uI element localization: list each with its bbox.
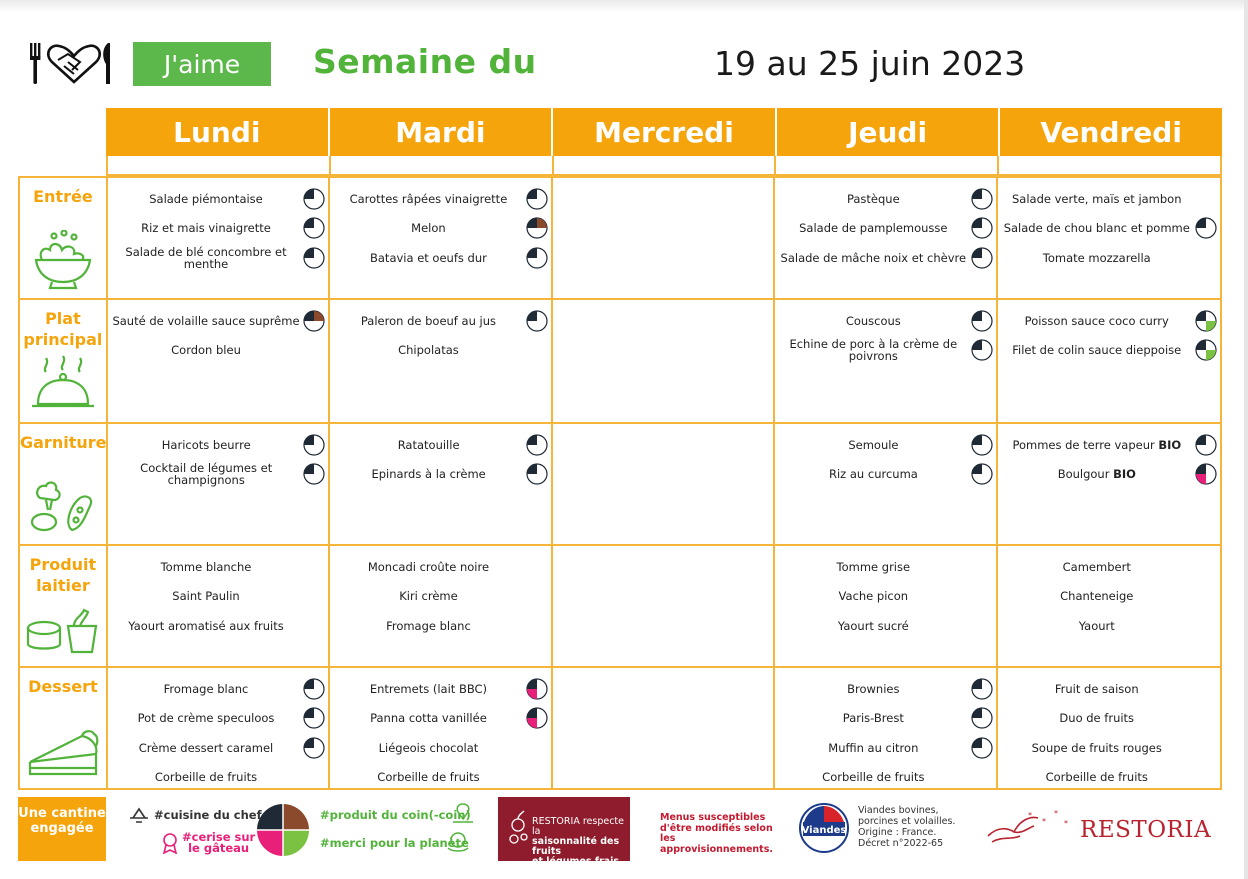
- viandes-line3: Origine : France.: [858, 827, 937, 838]
- menu-item-label: Corbeille de fruits: [377, 770, 480, 785]
- menu-item-label: Haricots beurre: [161, 437, 251, 452]
- viandes-badge-label: Viandes: [801, 825, 847, 836]
- menu-item: [775, 763, 995, 793]
- menu-item-label: Cocktail de légumes et champignons: [140, 461, 273, 488]
- category-label: Produit laitier: [29, 555, 97, 595]
- week-dates: 19 au 25 juin 2023: [714, 44, 1026, 83]
- cantine-engagee-badge: Une cantine engagée: [18, 797, 106, 861]
- menu-item-label: Pot de crème speculoos: [137, 711, 275, 726]
- menu-item-label: Batavia et oeufs dur: [370, 250, 487, 265]
- category-plat: [20, 300, 108, 422]
- menu-item-label: Chipolatas: [398, 343, 459, 358]
- menu-item: [108, 552, 328, 582]
- menu-item: [775, 582, 995, 612]
- cell: [330, 668, 552, 790]
- category-label: Garniture: [20, 433, 107, 452]
- menu-item-label: Pommes de terre vapeur BIO: [1012, 437, 1182, 452]
- menu-item-label: Riz et mais vinaigrette: [141, 221, 271, 236]
- viandes-francaises-badge: [798, 802, 850, 854]
- menu-item-label: Corbeille de fruits: [1045, 770, 1148, 785]
- chef-hat-icon: [128, 806, 150, 824]
- svg-text:*: *: [1042, 817, 1046, 826]
- cake-slice-icon: [24, 722, 102, 782]
- cloche-icon: [24, 354, 102, 414]
- menu-item-label: Boulgour BIO: [1057, 467, 1136, 482]
- saison-line3-bold: et légumes frais: [532, 856, 619, 867]
- quality-chef-icon: [971, 247, 993, 269]
- menu-item-label: Tomme grise: [836, 559, 911, 574]
- cell: [998, 424, 1220, 544]
- menu-item-label: Salade piémontaise: [149, 191, 263, 206]
- menu-item: [108, 430, 328, 460]
- viandes-origine-note: [858, 805, 968, 849]
- cell: [775, 668, 997, 790]
- menu-item: [330, 552, 550, 582]
- cheese-yogurt-icon: [24, 598, 102, 658]
- menu-item: [330, 430, 550, 460]
- legend-merci-planete: #merci pour la planète: [320, 836, 469, 850]
- quality-planete-icon: [1195, 339, 1217, 361]
- legend-cuisine-chef: #cuisine du chef: [154, 808, 262, 822]
- menu-item: [330, 704, 550, 734]
- quality-chef-icon: [526, 188, 548, 210]
- saisonnalite-banner: [498, 797, 630, 867]
- menu-item-label: Chanteneige: [1060, 589, 1134, 604]
- quality-chef-icon: [526, 463, 548, 485]
- week-title: Semaine du: [313, 42, 537, 81]
- category-laitier: [20, 546, 108, 666]
- category-label: Entrée: [33, 187, 93, 206]
- viandes-line1: Viandes bovines,: [858, 805, 939, 816]
- menu-item-label: Couscous: [845, 313, 901, 328]
- menu-item: [108, 243, 328, 273]
- menu-item-label: Kiri crème: [399, 589, 458, 604]
- category-label: Dessert: [28, 677, 98, 696]
- menu-item: [108, 763, 328, 793]
- quality-legend: [124, 798, 484, 860]
- menu-item: [108, 460, 328, 490]
- cell: [108, 300, 330, 422]
- menu-item: [775, 430, 995, 460]
- quality-chef-icon: [303, 737, 325, 759]
- cell: [330, 546, 552, 666]
- menu-item: [108, 674, 328, 704]
- row-plat: [20, 298, 1220, 422]
- menu-item: [775, 184, 995, 214]
- menu-item-label: Yaourt: [1078, 618, 1115, 633]
- day-mardi: Mardi: [330, 108, 554, 156]
- jaime-tag: J'aime: [133, 42, 271, 86]
- quality-chef-icon: [303, 247, 325, 269]
- menu-item-label: Vache picon: [838, 589, 909, 604]
- menu-item: [330, 460, 550, 490]
- cell: [998, 178, 1220, 298]
- cell: [108, 178, 330, 298]
- quality-cerise-icon: [1195, 463, 1217, 485]
- row-entree: [20, 176, 1220, 298]
- quality-chef-icon: [971, 310, 993, 332]
- cell: [108, 424, 330, 544]
- menu-item: [998, 460, 1220, 490]
- quality-coin-icon: [526, 217, 548, 239]
- menu-item: [108, 184, 328, 214]
- cell: [998, 546, 1220, 666]
- menu-item: [998, 306, 1220, 336]
- menu-item-label: Cordon bleu: [171, 343, 241, 358]
- category-entree: [20, 178, 108, 298]
- menu-item-label: Corbeille de fruits: [822, 770, 925, 785]
- menu-item-label: Entremets (lait BBC): [369, 681, 488, 696]
- menu-item-label: Ratatouille: [397, 437, 460, 452]
- quality-chef-icon: [526, 247, 548, 269]
- menu-item: [775, 552, 995, 582]
- quality-chef-icon: [303, 188, 325, 210]
- menu-item: [998, 430, 1220, 460]
- menu-item: [998, 763, 1220, 793]
- menu-item-label: Sauté de volaille sauce suprême: [112, 313, 300, 328]
- quality-chef-icon: [971, 707, 993, 729]
- menus-line2: d'être modifiés selon les: [660, 822, 773, 844]
- svg-text:*: *: [1064, 819, 1068, 828]
- menu-item-label: Salade de blé concombre et menthe: [125, 244, 287, 271]
- quality-chef-icon: [303, 463, 325, 485]
- menu-item: [998, 552, 1220, 582]
- menu-item: [998, 243, 1220, 273]
- restoria-bird-logo: [984, 806, 1080, 854]
- menu-item: [998, 704, 1220, 734]
- menus-line1: Menus susceptibles: [660, 812, 766, 823]
- menu-item: [775, 460, 995, 490]
- menu-item: [330, 336, 550, 366]
- day-jeudi: Jeudi: [777, 108, 1001, 156]
- fork-heart-knife-icon: [28, 40, 120, 86]
- menu-item: [775, 336, 995, 366]
- menu-item-label: Tomme blanche: [160, 559, 252, 574]
- cell: [553, 300, 775, 422]
- menu-item-label: Riz au curcuma: [829, 467, 918, 482]
- quality-chef-icon: [971, 463, 993, 485]
- menu-item-label: Yaourt sucré: [837, 618, 909, 633]
- menu-item-label: Paleron de boeuf au jus: [360, 313, 496, 328]
- svg-text:*: *: [1054, 809, 1058, 818]
- menu-item-label: Fruit de saison: [1054, 681, 1139, 696]
- menu-item-label: Salade verte, maïs et jambon: [1011, 191, 1182, 206]
- menu-item: [330, 611, 550, 641]
- menu-item: [998, 582, 1220, 612]
- menu-item: [998, 336, 1220, 366]
- menu-item-label: Salade de pamplemousse: [799, 221, 948, 236]
- menus-line3: approvisionnements.: [660, 843, 773, 855]
- menu-item-label: Corbeille de fruits: [154, 770, 258, 785]
- menu-item: [775, 674, 995, 704]
- legend-cerise-line1: #cerise sur: [182, 830, 256, 844]
- cell: [108, 546, 330, 666]
- menu-item: [330, 306, 550, 336]
- quality-cerise-icon: [526, 707, 548, 729]
- menu-item: [330, 184, 550, 214]
- menu-item: [998, 214, 1220, 244]
- quality-chef-icon: [303, 678, 325, 700]
- cell: [553, 178, 775, 298]
- menu-item-label: Salade de mâche noix et chèvre: [780, 250, 967, 265]
- location-pin-icon: [450, 802, 476, 826]
- menu-item-label: Saint Paulin: [172, 589, 240, 604]
- menu-item: [108, 704, 328, 734]
- menu-item-label: Moncadi croûte noire: [367, 559, 490, 574]
- salad-bowl-icon: [24, 230, 102, 290]
- fruits-sketch-icon: [506, 807, 530, 847]
- menu-item-label: Salade de chou blanc et pomme: [1003, 221, 1190, 236]
- quality-chef-icon: [526, 434, 548, 456]
- menu-item-label: Brownies: [847, 681, 900, 696]
- category-dessert: [20, 668, 108, 790]
- cell: [775, 300, 997, 422]
- quality-chef-icon: [971, 217, 993, 239]
- menu-item-label: Duo de fruits: [1059, 711, 1135, 726]
- menu-item-label: Fromage blanc: [386, 618, 471, 633]
- cell: [998, 668, 1220, 790]
- vegetables-icon: [24, 476, 102, 536]
- menus-modifiables-note: [660, 813, 778, 855]
- menu-item-label: Poisson sauce coco curry: [1024, 313, 1169, 328]
- menu-item: [775, 611, 995, 641]
- bio-label: BIO: [1113, 467, 1136, 482]
- cell: [330, 300, 552, 422]
- menu-item-label: Melon: [411, 221, 446, 236]
- cell: [553, 424, 775, 544]
- menu-item: [330, 674, 550, 704]
- cell: [998, 300, 1220, 422]
- day-mercredi: Mercredi: [553, 108, 777, 156]
- saison-line2: [532, 837, 626, 857]
- legend-produit-coin: #produit du coin(-coin): [320, 808, 471, 822]
- menu-item: [108, 733, 328, 763]
- menu-item: [775, 214, 995, 244]
- cell: [330, 424, 552, 544]
- menu-item: [108, 582, 328, 612]
- menu-item-label: Carottes râpées vinaigrette: [349, 191, 508, 206]
- saison-line2-bold: saisonnalité des fruits: [532, 836, 620, 857]
- quality-chef-icon: [1195, 434, 1217, 456]
- bio-label: BIO: [1158, 437, 1182, 452]
- quality-chef-icon: [303, 434, 325, 456]
- menu-item: [108, 336, 328, 366]
- menu-item: [330, 733, 550, 763]
- category-garniture: [20, 424, 108, 544]
- menu-item: [330, 214, 550, 244]
- menu-grid: [18, 176, 1222, 790]
- cell: [775, 546, 997, 666]
- quality-chef-icon: [971, 737, 993, 759]
- menu-item: [108, 611, 328, 641]
- cell: [775, 424, 997, 544]
- menu-item-label: Pastèque: [846, 191, 900, 206]
- menu-item-label: Crème dessert caramel: [138, 740, 274, 755]
- menu-item-label: Epinards à la crème: [371, 467, 486, 482]
- quality-chef-icon: [303, 217, 325, 239]
- cell: [553, 668, 775, 790]
- menu-item: [775, 306, 995, 336]
- menu-item: [998, 674, 1220, 704]
- legend-cerise: [182, 832, 255, 854]
- svg-text:*: *: [1028, 811, 1032, 820]
- menu-item-label: Paris-Brest: [842, 711, 904, 726]
- cell: [108, 668, 330, 790]
- menu-item: [108, 214, 328, 244]
- day-vendredi: Vendredi: [1000, 108, 1222, 156]
- row-garniture: [20, 422, 1220, 544]
- planet-hands-icon: [446, 830, 470, 854]
- viandes-line2: porcines et volailles.: [858, 816, 956, 827]
- menu-item: [775, 733, 995, 763]
- day-lundi: Lundi: [106, 108, 330, 156]
- day-spacer-row: [106, 156, 1222, 176]
- menu-item: [998, 184, 1220, 214]
- menu-item-label: Camembert: [1062, 559, 1131, 574]
- menu-item-label: Liégeois chocolat: [378, 740, 479, 755]
- saison-line1: RESTORIA respecte la: [532, 816, 624, 837]
- row-dessert: [20, 666, 1220, 790]
- menu-item: [998, 733, 1220, 763]
- menu-item: [775, 243, 995, 273]
- legend-cerise-line2: le gâteau: [188, 841, 250, 855]
- quality-chef-icon: [1195, 217, 1217, 239]
- quality-coin-icon: [303, 310, 325, 332]
- quality-chef-icon: [971, 188, 993, 210]
- menu-item-label: Filet de colin sauce dieppoise: [1012, 343, 1182, 358]
- menu-item: [330, 763, 550, 793]
- cell: [330, 178, 552, 298]
- quality-chef-icon: [971, 434, 993, 456]
- menu-item: [775, 704, 995, 734]
- category-label: Plat principal: [23, 309, 103, 349]
- menu-item-label: Yaourt aromatisé aux fruits: [128, 618, 284, 633]
- quality-pie-icon: [255, 802, 311, 858]
- menu-item-label: Tomate mozzarella: [1042, 250, 1151, 265]
- quality-chef-icon: [971, 339, 993, 361]
- right-edge: [1244, 0, 1248, 879]
- menu-item: [998, 611, 1220, 641]
- menu-item: [330, 582, 550, 612]
- menu-item-label: Echine de porc à la crème de poivrons: [789, 337, 958, 364]
- menu-item-label: Soupe de fruits rouges: [1031, 740, 1162, 755]
- quality-chef-icon: [526, 310, 548, 332]
- menu-item: [108, 306, 328, 336]
- cell: [553, 546, 775, 666]
- quality-planete-icon: [1195, 310, 1217, 332]
- cell: [775, 178, 997, 298]
- viandes-line4: Décret n°2022-65: [858, 838, 944, 849]
- menu-item-label: Semoule: [848, 437, 899, 452]
- menu-item: [330, 243, 550, 273]
- quality-chef-icon: [303, 707, 325, 729]
- row-laitier: [20, 544, 1220, 666]
- cherry-award-icon: [160, 832, 180, 854]
- quality-chef-icon: [971, 678, 993, 700]
- saison-line3: [532, 857, 626, 867]
- menu-item-label: Panna cotta vanillée: [370, 711, 487, 726]
- top-edge: [0, 0, 1248, 12]
- quality-cerise-icon: [526, 678, 548, 700]
- day-header-row: [106, 108, 1222, 156]
- menu-item-label: Muffin au citron: [828, 740, 919, 755]
- menu-item-label: Fromage blanc: [163, 681, 249, 696]
- restoria-wordmark: RESTORIA: [1080, 817, 1212, 843]
